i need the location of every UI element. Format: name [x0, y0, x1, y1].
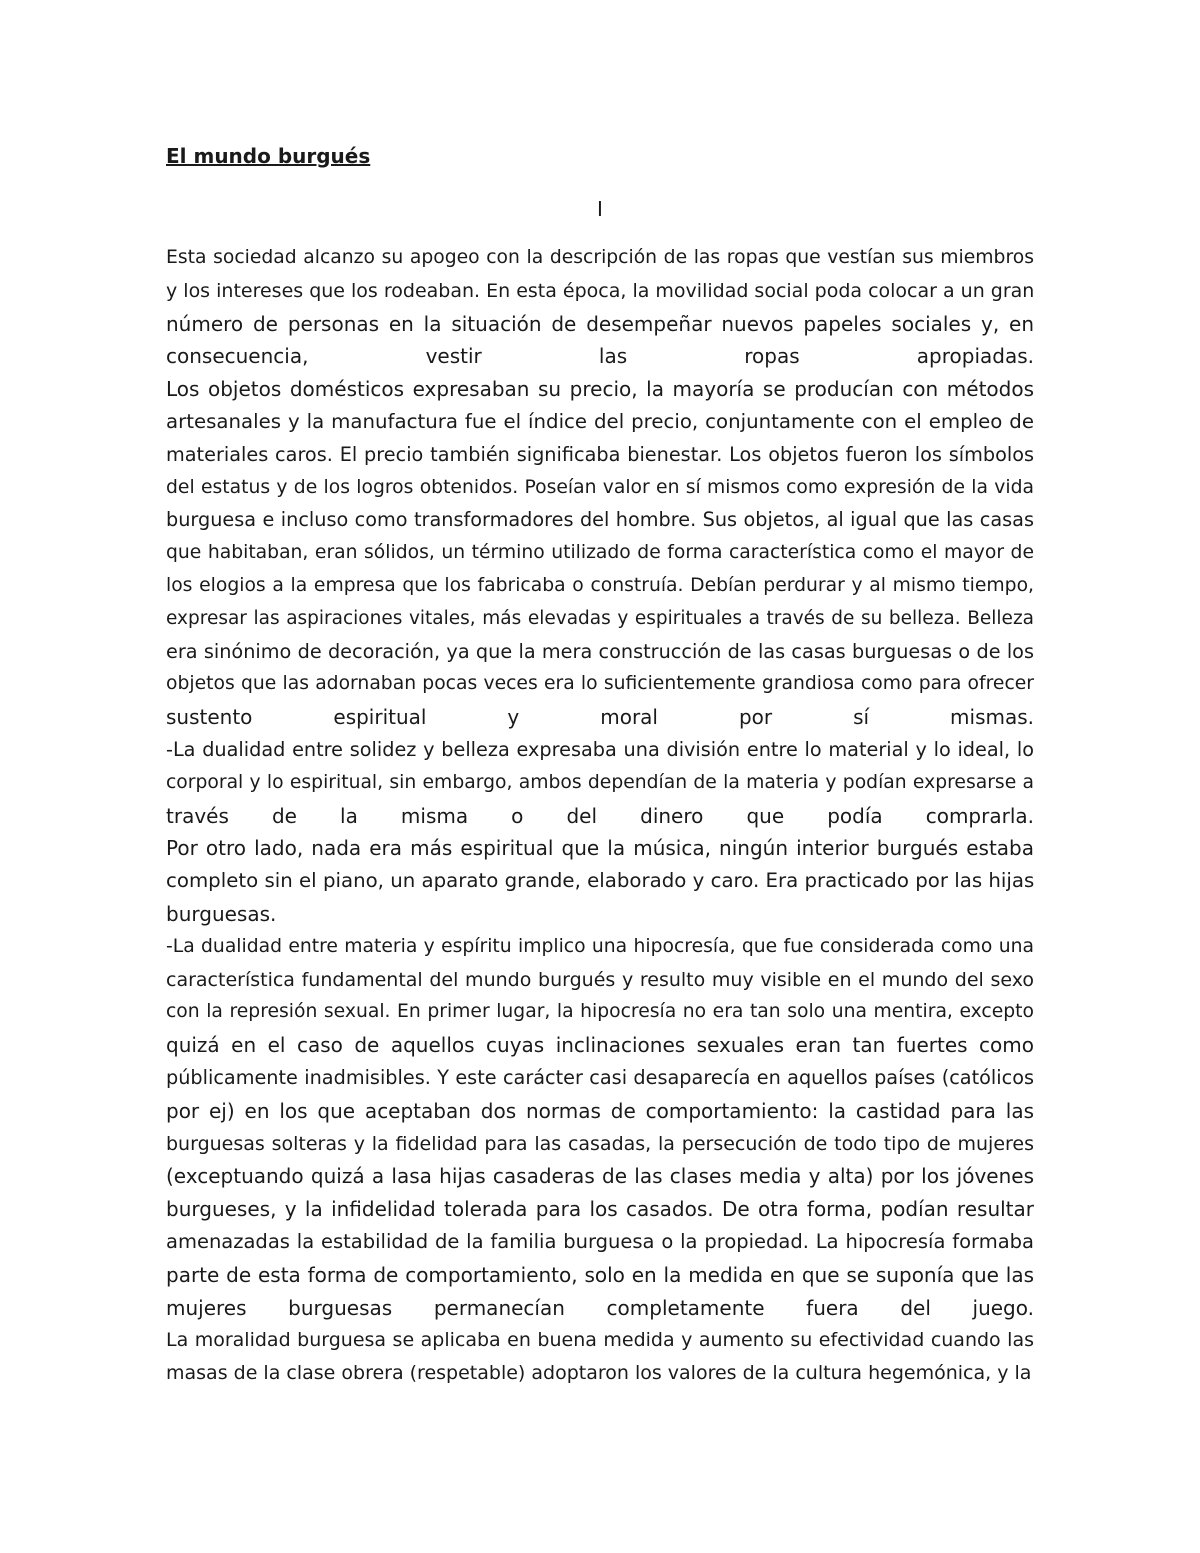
- text-line: completo sin el piano, un aparato grande, elaborado y caro. Era practicado por las hijas: [166, 869, 1035, 893]
- text-lines: [166, 242, 1034, 1390]
- text-line: burguesas.: [166, 901, 277, 926]
- text-line: del estatus y de los logros obtenidos. Poseían valor en sí mismos como expresión de la vida: [166, 476, 1034, 498]
- text-line: por ej) en los que aceptaban dos normas de comportamiento: la castidad para las: [166, 1098, 1034, 1123]
- text-line: La moralidad burguesa se aplicaba en buena medida y aumento su efectividad cuando las: [166, 1329, 1034, 1352]
- text-line: parte de esta forma de comportamiento, solo en la medida en que se suponía que las: [166, 1262, 1034, 1287]
- text-line: Los objetos domésticos expresaban su precio, la mayoría se producían con métodos: [166, 377, 1034, 402]
- text-line: masas de la clase obrera (respetable) adoptaron los valores de la cultura hegemónica, y la: [166, 1362, 1032, 1385]
- text-line: número de personas en la situación de desempeñar nuevos papeles sociales y, en: [166, 311, 1034, 336]
- text-line: con la represión sexual. En primer lugar, la hipocresía no era tan solo una mentira, excepto: [166, 1001, 1034, 1023]
- text-line: sustento espiritual y moral por sí mismas.: [166, 705, 1034, 730]
- section-number: I: [597, 197, 603, 221]
- text-line: Esta sociedad alcanzo su apogeo con la descripción de las ropas que vestían sus miembros: [166, 247, 1034, 268]
- text-line: burgueses, y la infidelidad tolerada para los casados. De otra forma, podían resultar: [166, 1197, 1034, 1222]
- text-line: los elogios a la empresa que los fabricaba o construía. Debían perdurar y al mismo tiempo,: [166, 574, 1034, 596]
- document-title: El mundo burgués: [166, 144, 371, 168]
- text-line: través de la misma o del dinero que podía comprarla.: [166, 803, 1034, 828]
- text-line: públicamente inadmisibles. Y este carácter casi desaparecía en aquellos países (católicos: [166, 1065, 1034, 1089]
- text-line: mujeres burguesas permanecían completamente fuera del juego.: [166, 1295, 1034, 1320]
- text-line: burguesa e incluso como transformadores del hombre. Sus objetos, al igual que las casas: [166, 508, 1034, 532]
- document-body: [166, 136, 1034, 1390]
- text-line: materiales caros. El precio también significaba bienestar. Los objetos fueron los símbolos: [166, 442, 1034, 466]
- text-line: corporal y lo espiritual, sin embargo, ambos dependían de la materia y podían expresarse a: [166, 771, 1034, 793]
- text-line: amenazadas la estabilidad de la familia burguesa o la propiedad. La hipocresía formaba: [166, 1229, 1034, 1253]
- text-line: -La dualidad entre solidez y belleza expresaba una división entre lo material y lo ideal, lo: [166, 737, 1034, 761]
- text-line: expresar las aspiraciones vitales, más elevadas y espirituales a través de su belleza. Belleza: [166, 607, 1034, 629]
- text-line: -La dualidad entre materia y espíritu implico una hipocresía, que fue considerada como una: [166, 935, 1034, 957]
- text-line: Por otro lado, nada era más espiritual que la música, ningún interior burgués estaba: [166, 836, 1034, 861]
- text-line: burguesas solteras y la fidelidad para las casadas, la persecución de todo tipo de mujeres: [166, 1132, 1034, 1155]
- text-line: quizá en el caso de aquellos cuyas inclinaciones sexuales eran tan fuertes como: [166, 1033, 1034, 1058]
- text-line: objetos que las adornaban pocas veces era lo suficientemente grandiosa como para ofrecer: [166, 673, 1034, 695]
- text-line: artesanales y la manufactura fue el índice del precio, conjuntamente con el empleo de: [166, 409, 1034, 433]
- text-line: y los intereses que los rodeaban. En esta época, la movilidad social poda colocar a un gran: [166, 279, 1035, 302]
- text-line: consecuencia, vestir las ropas apropiadas.: [166, 344, 1034, 369]
- text-line: (exceptuando quizá a lasa hijas casaderas de las clases media y alta) por los jóvenes: [166, 1164, 1034, 1189]
- text-line: característica fundamental del mundo burgués y resulto muy visible en el mundo del sexo: [166, 968, 1034, 991]
- text-line: era sinónimo de decoración, ya que la mera construcción de las casas burguesas o de los: [166, 639, 1034, 663]
- text-line: que habitaban, eran sólidos, un término utilizado de forma característica como el mayor de: [166, 542, 1034, 564]
